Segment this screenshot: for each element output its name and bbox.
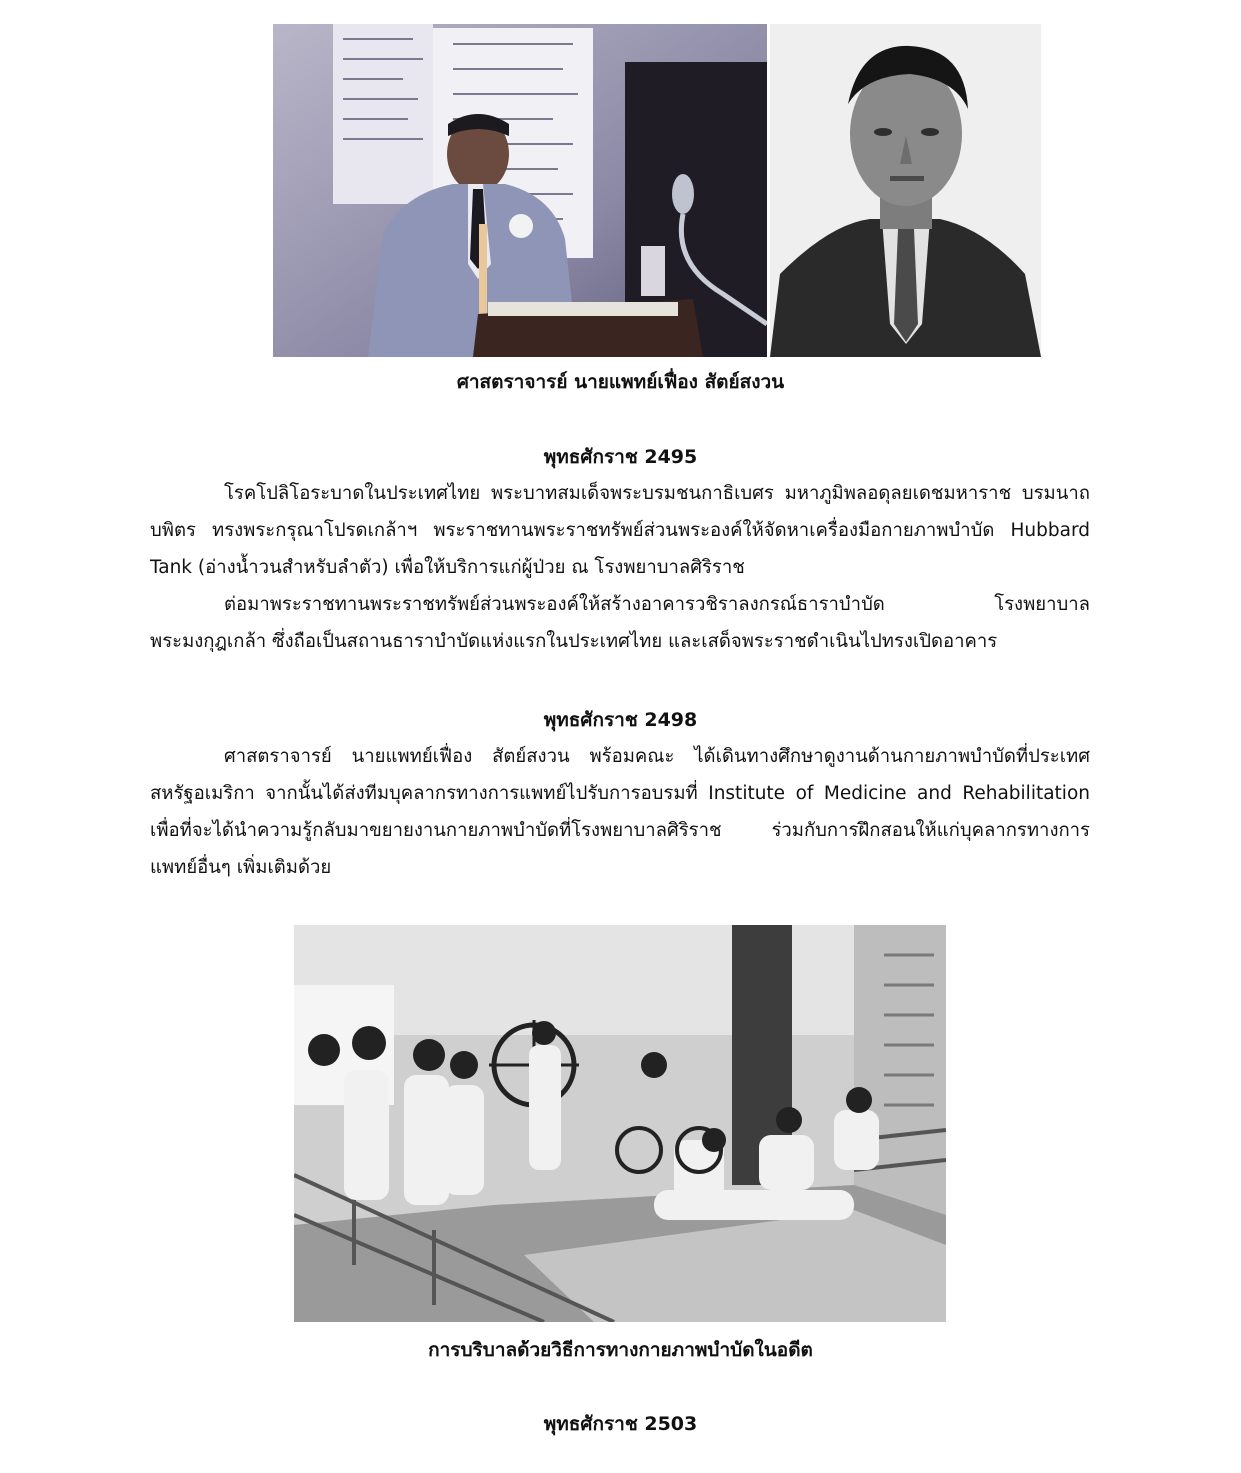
- section-body-2498: [150, 738, 1090, 886]
- figure-caption-1: ศาสตราจารย์ นายแพทย์เฟื่อง สัตย์สงวน: [456, 371, 785, 393]
- portrait-photo: [770, 24, 1041, 357]
- figure-caption-2: การบริบาลด้วยวิธีการทางกายภาพบำบัดในอดีต: [428, 1339, 813, 1361]
- lecturer-photo: [273, 24, 767, 357]
- section-heading-2495: พุทธศักราช 2495: [543, 446, 698, 468]
- paragraph-hydrotherapy-building: ต่อมาพระราชทานพระราชทรัพย์ส่วนพระองค์ให้สร้างอาคารวชิราลงกรณ์ธาราบำบัด โรงพยาบาลพระมงกุฎเกล้า ซึ่งถือเป็นสถานธาราบำบัดแห่งแรกในประเทศไทย และเสด็จพระราชดำเนินไปทรงเปิดอาคาร: [150, 594, 1090, 652]
- therapy-room-photo: [294, 925, 946, 1322]
- section-body-2495: [150, 475, 1090, 660]
- paragraph-study-tour: ศาสตราจารย์ นายแพทย์เฟื่อง สัตย์สงวน พร้อมคณะ ได้เดินทางศึกษาดูงานด้านกายภาพบำบัดที่ประเทศสหรัฐอเมริกา จากนั้นได้ส่งทีมบุคลากรทางการแพทย์ไปรับการอบรมที่ Institute of Medicine and Rehabilitation เพื่อที่จะได้นำความรู้กลับมาขยายงานกายภาพบำบัดที่โรงพยาบาลศิริราช ร่วมกับการฝึกสอนให้แก่บุคลากรทางการแพทย์อื่นๆ เพิ่มเติมด้วย: [150, 746, 1090, 878]
- section-heading-2498: พุทธศักราช 2498: [543, 709, 698, 731]
- paragraph-polio: โรคโปลิโอระบาดในประเทศไทย พระบาทสมเด็จพระบรมชนกาธิเบศร มหาภูมิพลอดุลยเดชมหาราช บรมนาถบพิตร ทรงพระกรุณาโปรดเกล้าฯ พระราชทานพระราชทรัพย์ส่วนพระองค์ให้จัดหาเครื่องมือกายภาพบำบัด Hubbard Tank (อ่างน้ำวนสำหรับลำตัว) เพื่อให้บริการแก่ผู้ป่วย ณ โรงพยาบาลศิริราช: [150, 483, 1090, 578]
- section-heading-2503: พุทธศักราช 2503: [543, 1413, 698, 1435]
